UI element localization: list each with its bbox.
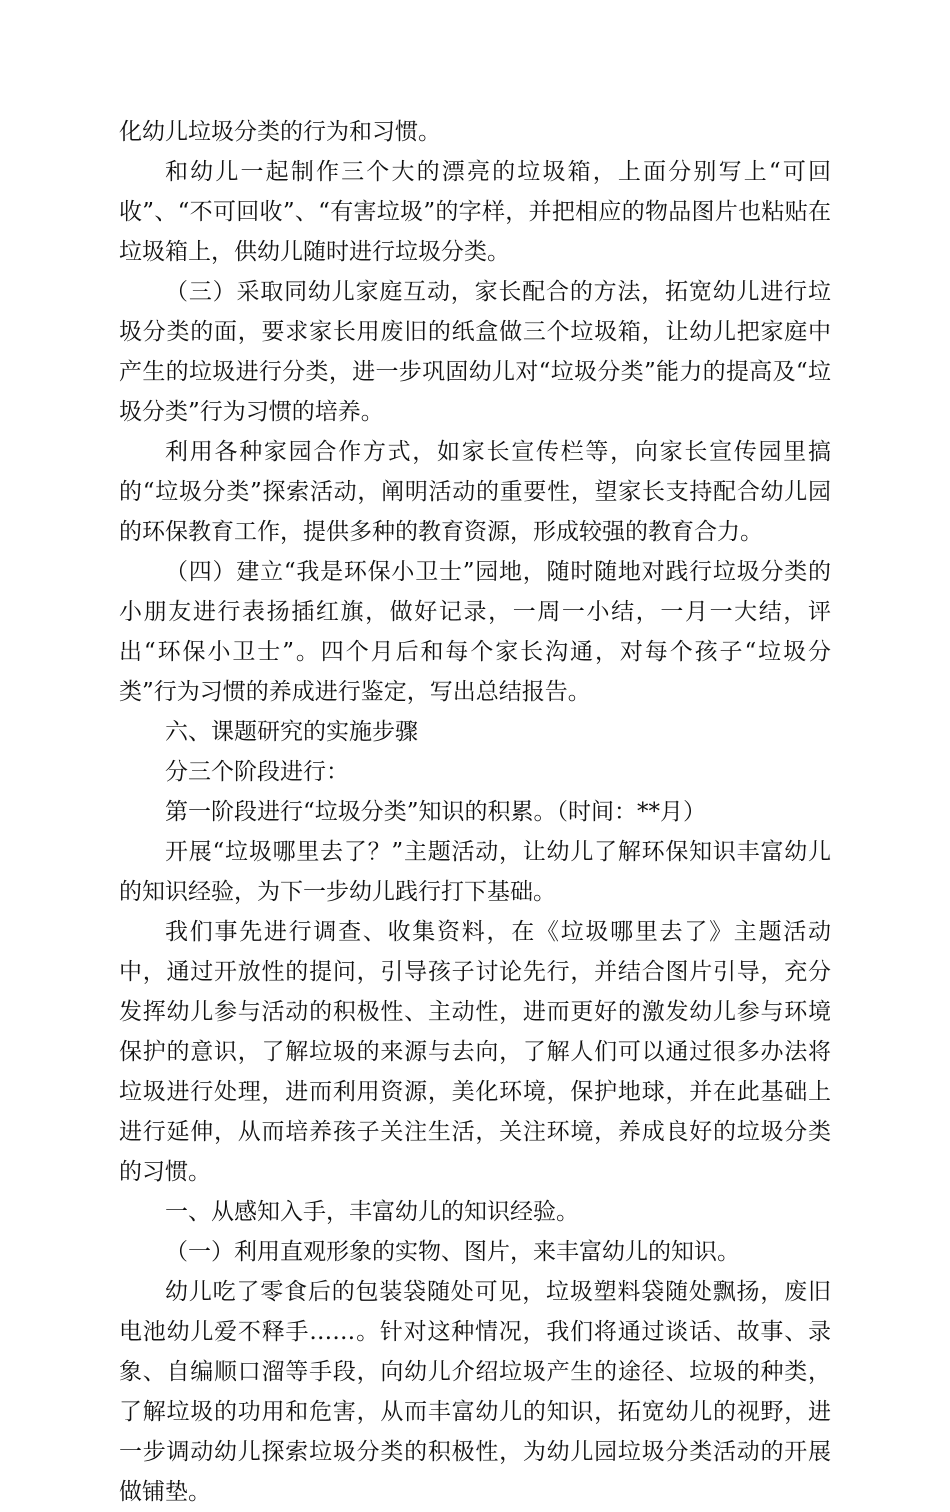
paragraph-section-4: （四）建立“我是环保小卫士”园地，随时随地对践行垃圾分类的小朋友进行表扬插红旗，做好记录，一周一小结，一月一大结，评出“环保小卫士”。四个月后和每个家长沟通，对每个孩子“垃圾分类”行为习惯的养成进行鉴定，写出总结报告。 (119, 559, 831, 705)
heading-visual-materials: （一）利用直观形象的实物、图片，来丰富幼儿的知识。 (165, 1239, 740, 1265)
paragraph-trash-bins: 和幼儿一起制作三个大的漂亮的垃圾箱，上面分别写上“可回收”、“不可回收”、“有害垃圾”的字样，并把相应的物品图片也粘贴在垃圾箱上，供幼儿随时进行垃圾分类。 (119, 159, 831, 265)
paragraph-three-stages: 分三个阶段进行： (165, 759, 349, 785)
heading-implementation-steps: 六、课题研究的实施步骤 (165, 719, 418, 745)
document-body (119, 112, 831, 1512)
paragraph-home-cooperation: 利用各种家园合作方式，如家长宣传栏等，向家长宣传园里搞的“垃圾分类”探索活动，阐明活动的重要性，望家长支持配合幼儿园的环保教育工作，提供多种的教育资源，形成较强的教育合力。 (119, 439, 831, 545)
paragraph-stage-one: 第一阶段进行“垃圾分类”知识的积累。（时间：**月） (165, 799, 707, 825)
paragraph-theme-activity: 开展“垃圾哪里去了？”主题活动，让幼儿了解环保知识丰富幼儿的知识经验，为下一步幼儿践行打下基础。 (119, 839, 831, 905)
paragraph-continuation: 化幼儿垃圾分类的行为和习惯。 (119, 119, 441, 145)
paragraph-section-3: （三）采取同幼儿家庭互动，家长配合的方法，拓宽幼儿进行垃圾分类的面，要求家长用废旧的纸盒做三个垃圾箱，让幼儿把家庭中产生的垃圾进行分类，进一步巩固幼儿对“垃圾分类”能力的提高及“垃圾分类”行为习惯的培养。 (119, 279, 831, 425)
paragraph-snack-packaging: 幼儿吃了零食后的包装袋随处可见，垃圾塑料袋随处飘扬，废旧电池幼儿爱不释手……。针对这种情况，我们将通过谈话、故事、录象、自编顺口溜等手段，向幼儿介绍垃圾产生的途径、垃圾的种类，了解垃圾的功用和危害，从而丰富幼儿的知识，拓宽幼儿的视野，进一步调动幼儿探索垃圾分类的积极性，为幼儿园垃圾分类活动的开展做铺垫。 (119, 1279, 831, 1505)
paragraph-research: 我们事先进行调查、收集资料，在《垃圾哪里去了》主题活动中，通过开放性的提问，引导孩子讨论先行，并结合图片引导，充分发挥幼儿参与活动的积极性、主动性，进而更好的激发幼儿参与环境保护的意识，了解垃圾的来源与去向，了解人们可以通过很多办法将垃圾进行处理，进而利用资源，美化环境，保护地球，并在此基础上进行延伸，从而培养孩子关注生活，关注环境，养成良好的垃圾分类的习惯。 (119, 919, 831, 1185)
heading-perception: 一、从感知入手，丰富幼儿的知识经验。 (165, 1199, 579, 1225)
